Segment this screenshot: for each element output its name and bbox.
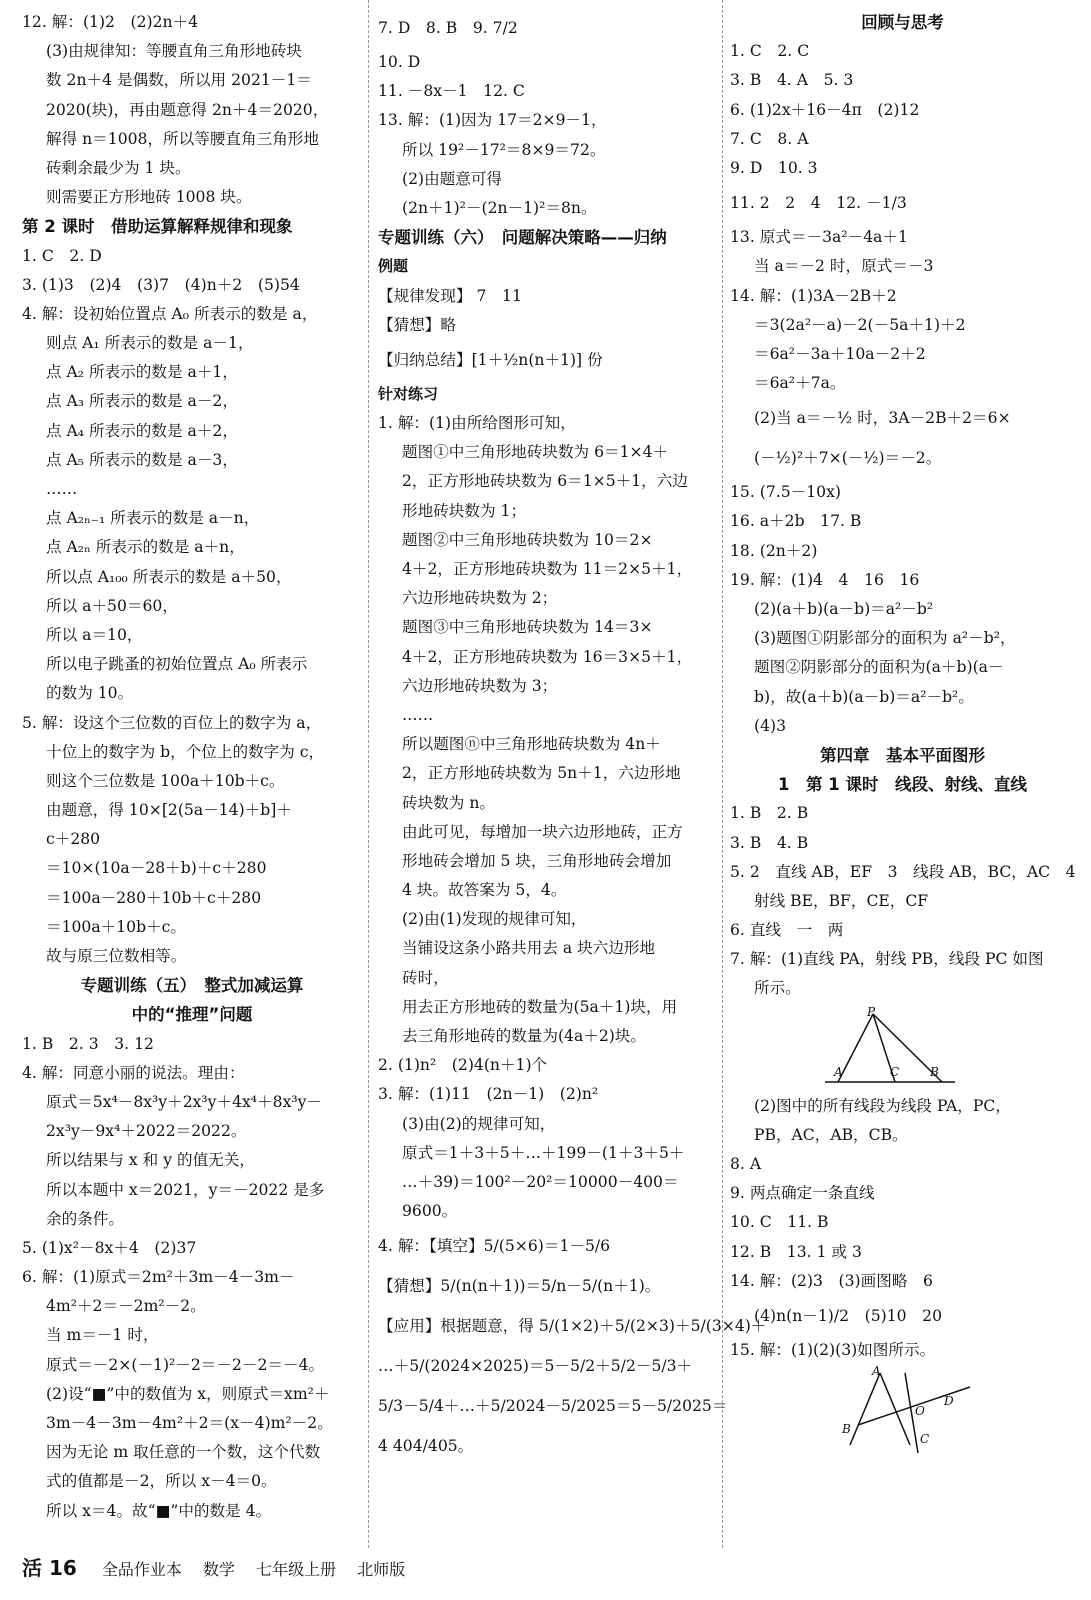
subsection-heading: 例题 — [378, 257, 409, 276]
answer-line: 所以结果与 x 和 y 的值无关， — [46, 1151, 255, 1170]
answer-line: 余的条件。 — [46, 1209, 124, 1228]
section-heading: 专题训练（五） 整式加减运算 — [80, 976, 304, 996]
answer-line: 点 A₂ₙ₋₁ 所表示的数是 a－n， — [46, 509, 260, 528]
answer-line: 去三角形地砖的数量为(4a＋2)块。 — [402, 1027, 647, 1045]
answer-line: PB，AC，AB，CB。 — [754, 1125, 908, 1144]
answer-line: …… — [46, 480, 78, 498]
answer-line: 2，正方形地砖块数为 6＝1×5＋1，六边 — [402, 472, 688, 491]
answer-line: 【应用】根据题意，得 5/(1×2)＋5/(2×3)＋5/(3×4)＋ — [378, 1317, 767, 1336]
answer-line: 4 块。故答案为 5，4。 — [402, 881, 567, 900]
figure-label: O — [915, 1404, 925, 1419]
answer-line: 当 a＝－2 时，原式＝－3 — [754, 257, 934, 276]
figure-label: A — [872, 1364, 881, 1379]
answer-line: (2n＋1)²－(2n－1)²＝8n。 — [402, 198, 597, 217]
page-number: 活 16 — [22, 1556, 77, 1580]
answer-line: 所以 a＝10， — [46, 625, 143, 644]
figure-label: D — [944, 1394, 954, 1409]
section-heading: 第 2 课时 借助运算解释规律和现象 — [22, 217, 293, 237]
column-divider — [722, 0, 723, 1548]
answer-line: 2020(块)，再由题意得 2n＋4＝2020， — [46, 100, 329, 119]
answer-line: (－½)²＋7×(－½)＝－2。 — [754, 449, 942, 468]
answer-line: 所以 x＝4。故“■”中的数是 4。 — [46, 1501, 272, 1520]
answer-line: 3. B 4. A 5. 3 — [730, 71, 854, 90]
answer-line: 2x³y－9x⁴＋2022＝2022。 — [46, 1122, 247, 1141]
figure-label: P — [867, 1004, 876, 1019]
answer-line: 用去正方形地砖的数量为(5a＋1)块，用 — [402, 997, 678, 1016]
section-heading: 回顾与思考 — [861, 13, 944, 32]
answer-line: 6. (1)2x＋16－4π (2)12 — [730, 100, 920, 119]
page-footer — [22, 1548, 421, 1588]
subject-name: 数学 — [203, 1560, 236, 1579]
answer-line: 【规律发现】 7 11 — [378, 286, 522, 305]
section-heading: 专题训练（六） 问题解决策略——归纳 — [378, 228, 667, 248]
answer-line: 11. 2 2 4 12. －1/3 — [730, 194, 907, 213]
answer-line: 1. C 2. C — [730, 42, 810, 61]
answer-line: 数 2n＋4 是偶数，所以用 2021－1＝ — [46, 71, 312, 90]
answer-line: c＋280 — [46, 830, 101, 849]
answer-line: …＋39)＝100²－20²＝10000－400＝ — [402, 1172, 679, 1191]
answer-line: 1. C 2. D — [22, 246, 102, 265]
answer-line: ＝100a＋10b＋c。 — [46, 917, 186, 936]
figure-intersecting-lines — [730, 1365, 1075, 1455]
answer-line: 4 404/405。 — [378, 1437, 474, 1456]
answer-line: 解得 n＝1008，所以等腰直角三角形地 — [46, 129, 319, 148]
answer-line: 则点 A₁ 所表示的数是 a－1， — [46, 334, 254, 353]
answer-line: 的数为 10。 — [46, 684, 134, 703]
answer-line: 7. C 8. A — [730, 129, 809, 148]
answer-line: 六边形地砖块数为 2； — [402, 589, 558, 608]
answer-line: 故与原三位数相等。 — [46, 947, 187, 965]
answer-line: (2)由题意可得 — [402, 169, 503, 188]
answer-line: 射线 BE，BF，CE，CF — [754, 891, 929, 910]
answer-line: (2)当 a＝－½ 时，3A－2B＋2＝6× — [754, 409, 1011, 428]
answer-line: ＝100a－280＋10b＋c＋280 — [46, 888, 262, 907]
answer-line: 5/3－5/4＋…＋5/2024－5/2025＝5－5/2025＝ — [378, 1397, 728, 1416]
answer-line: 11. －8x－1 12. C — [378, 82, 525, 101]
figure-label: A — [834, 1064, 843, 1079]
answer-line: 当铺设这条小路共用去 a 块六边形地 — [402, 939, 656, 958]
answer-line: 2. (1)n² (2)4(n＋1)个 — [378, 1056, 548, 1075]
answer-line: 所以电子跳蚤的初始位置点 A₀ 所表示 — [46, 655, 308, 674]
answer-line: 9. 两点确定一条直线 — [730, 1184, 875, 1203]
answer-line: (2)图中的所有线段为线段 PA，PC， — [754, 1096, 1011, 1115]
answer-line: 15. (7.5－10x) — [730, 483, 841, 502]
answer-line: 式的值都是－2，所以 x－4＝0。 — [46, 1472, 277, 1491]
answer-line: 砖块数为 n。 — [402, 793, 495, 812]
answer-line: ＝10×(10a－28＋b)＋c＋280 — [46, 859, 267, 878]
answer-line: (2)设“■”中的数值为 x，则原式＝xm²＋ — [46, 1384, 330, 1403]
edition-name: 北师版 — [357, 1560, 406, 1579]
answer-line: 所以本题中 x＝2021，y＝－2022 是多 — [46, 1180, 325, 1199]
answer-line: 由此可见，每增加一块六边形地砖，正方 — [402, 822, 683, 841]
answer-line: 4. 解：设初始位置点 A₀ 所表示的数是 a， — [22, 304, 318, 323]
answer-line: 形地砖块数为 1； — [402, 501, 527, 520]
answer-line: 7. 解：(1)直线 PA，射线 PB，线段 PC 如图 — [730, 950, 1044, 969]
answer-line: 12. B 13. 1 或 3 — [730, 1242, 862, 1261]
answer-line: 14. 解：(1)3A－2B＋2 — [730, 286, 897, 305]
answer-line: 【猜想】5/(n(n＋1))＝5/n－5/(n＋1)。 — [378, 1277, 661, 1296]
answer-line: ＝6a²＋7a。 — [754, 374, 846, 393]
answer-column-3 — [730, 8, 1075, 1455]
figure-label: B — [842, 1422, 851, 1437]
answer-line: (2)(a＋b)(a－b)＝a²－b² — [754, 600, 934, 618]
answer-line: 砖时， — [402, 968, 449, 987]
answer-line: …… — [402, 705, 434, 724]
answer-line: 7. D 8. B 9. 7/2 — [378, 19, 518, 37]
answer-line: 所示。 — [754, 979, 801, 998]
answer-line: 9600。 — [402, 1202, 458, 1221]
answer-line: 【归纳总结】[1＋½n(n＋1)] 份 — [378, 350, 603, 369]
answer-line: 所以题图ⓝ中三角形地砖块数为 4n＋ — [402, 735, 661, 754]
answer-line: 15. 解：(1)(2)(3)如图所示。 — [730, 1340, 936, 1359]
answer-line: 原式＝5x⁴－8x³y＋2x³y＋4x⁴＋8x³y－ — [46, 1092, 323, 1111]
answer-line: 4m²＋2＝－2m²－2。 — [46, 1297, 206, 1316]
grade-name: 七年级上册 — [256, 1560, 337, 1579]
answer-line: 则这个三位数是 100a＋10b＋c。 — [46, 771, 285, 790]
answer-line: 原式＝－2×(－1)²－2＝－2－2＝－4。 — [46, 1355, 325, 1374]
answer-line: (4)3 — [754, 716, 787, 735]
answer-line: 9. D 10. 3 — [730, 158, 818, 177]
answer-line: …＋5/(2024×2025)＝5－5/2＋5/2－5/3＋ — [378, 1357, 693, 1376]
answer-line: (4)n(n－1)/2 (5)10 20 — [754, 1306, 942, 1325]
answer-line: 6. 解：(1)原式＝2m²＋3m－4－3m－ — [22, 1268, 295, 1287]
answer-line: 点 A₂ 所表示的数是 a＋1， — [46, 363, 238, 382]
answer-line: 十位上的数字为 b，个位上的数字为 c， — [46, 742, 325, 761]
answer-line: 4. 解：同意小丽的说法。理由： — [22, 1063, 245, 1082]
answer-line: 19. 解：(1)4 4 16 16 — [730, 570, 920, 589]
answer-line: 3. 解：(1)11 (2n－1) (2)n² — [378, 1085, 599, 1104]
answer-line: 4. 解：【填空】5/(5×6)＝1－5/6 — [378, 1237, 611, 1256]
answer-line: 1. B 2. 3 3. 12 — [22, 1034, 154, 1053]
chapter-heading: 第四章 基本平面图形 — [820, 745, 985, 765]
answer-line: 题图①中三角形地砖块数为 6＝1×4＋ — [402, 443, 669, 462]
answer-line: 13. 解：(1)因为 17＝2×9－1， — [378, 111, 607, 130]
answer-line: (2)由(1)发现的规律可知， — [402, 910, 587, 929]
geometry-figure-1 — [730, 1004, 1075, 1092]
answer-line: 6. 直线 一 两 — [730, 921, 844, 940]
answer-line: 10. D — [378, 53, 421, 71]
figure-label: B — [930, 1064, 939, 1079]
answer-line: 题图③中三角形地砖块数为 14＝3× — [402, 618, 653, 637]
answer-line: 题图②中三角形地砖块数为 10＝2× — [402, 530, 653, 549]
answer-line: 16. a＋2b 17. B — [730, 512, 862, 531]
answer-line: 【猜想】略 — [378, 315, 456, 334]
answer-line: (3)由规律知：等腰直角三角形地砖块 — [46, 42, 302, 61]
answer-line: 2，正方形地砖块数为 5n＋1，六边形地 — [402, 764, 681, 783]
answer-line: 10. C 11. B — [730, 1213, 829, 1232]
figure-line-ray-segment — [730, 1004, 1075, 1092]
answer-line: 5. 2 直线 AB，EF 3 线段 AB，BC，AC 4 — [730, 862, 1076, 881]
answer-line: 原式＝1＋3＋5＋…＋199－(1＋3＋5＋ — [402, 1143, 685, 1162]
answer-line: 点 A₂ₙ 所表示的数是 a＋n， — [46, 538, 245, 557]
answer-line: 形地砖会增加 5 块，三角形地砖会增加 — [402, 851, 672, 870]
answer-line: 由题意，得 10×[2(5a－14)＋b]＋ — [46, 801, 292, 820]
answer-line: 5. (1)x²－8x＋4 (2)37 — [22, 1238, 197, 1257]
answer-line: (3)题图①阴影部分的面积为 a²－b²， — [754, 629, 1016, 648]
answer-line: b)，故(a＋b)(a－b)＝a²－b²。 — [754, 687, 974, 706]
answer-line: 18. (2n＋2) — [730, 541, 818, 560]
answer-line: 13. 原式＝－3a²－4a＋1 — [730, 228, 908, 247]
answer-line: ＝3(2a²－a)－2(－5a＋1)＋2 — [754, 315, 966, 334]
answer-line: 点 A₃ 所表示的数是 a－2， — [46, 392, 238, 411]
answer-line: 3. B 4. B — [730, 833, 809, 852]
answer-line: 点 A₄ 所表示的数是 a＋2， — [46, 421, 238, 440]
series-name: 全品作业本 — [101, 1560, 182, 1579]
answer-line: 砖剩余最少为 1 块。 — [46, 158, 191, 177]
column-divider — [368, 0, 369, 1548]
answer-column-1 — [22, 8, 362, 1526]
answer-line: 4＋2，正方形地砖块数为 11＝2×5＋1， — [402, 560, 693, 578]
answer-line: 所以 a＋50＝60， — [46, 596, 178, 615]
answer-line: 则需要正方形地砖 1008 块。 — [46, 188, 252, 207]
answer-line: ＝6a²－3a＋10a－2＋2 — [754, 344, 926, 363]
section-heading: 中的“推理”问题 — [131, 1005, 253, 1025]
answer-line: (3)由(2)的规律可知， — [402, 1114, 556, 1133]
answer-line: 1. 解：(1)由所给图形可知， — [378, 414, 576, 433]
geometry-figure-2 — [730, 1365, 1075, 1455]
answer-line: 12. 解：(1)2 (2)2n＋4 — [22, 13, 199, 31]
figure-label: C — [920, 1432, 930, 1447]
answer-line: 所以点 A₁₀₀ 所表示的数是 a＋50， — [46, 567, 292, 586]
figure-label: C — [890, 1064, 900, 1079]
answer-line: 所以 19²－17²＝8×9＝72。 — [402, 140, 606, 159]
subsection-heading: 针对练习 — [378, 384, 439, 403]
answer-line: 因为无论 m 取任意的一个数，这个代数 — [46, 1443, 321, 1462]
answer-line: 3. (1)3 (2)4 (3)7 (4)n＋2 (5)54 — [22, 275, 300, 294]
answer-line: 8. A — [730, 1155, 762, 1173]
answer-line: 1. B 2. B — [730, 804, 809, 823]
answer-line: 六边形地砖块数为 3； — [402, 676, 558, 695]
answer-line: 当 m＝－1 时， — [46, 1326, 159, 1345]
answer-line: 4＋2，正方形地砖块数为 16＝3×5＋1， — [402, 647, 693, 666]
answer-line: 5. 解：设这个三位数的百位上的数字为 a， — [22, 713, 322, 732]
answer-line: 题图②阴影部分的面积为(a＋b)(a－ — [754, 658, 1004, 677]
answer-line: 3m－4－3m－4m²＋2＝(x－4)m²－2。 — [46, 1414, 333, 1432]
answer-line: 点 A₅ 所表示的数是 a－3， — [46, 450, 238, 469]
answer-line: 14. 解：(2)3 (3)画图略 6 — [730, 1271, 933, 1290]
section-heading: 1 第 1 课时 线段、射线、直线 — [778, 775, 1027, 795]
